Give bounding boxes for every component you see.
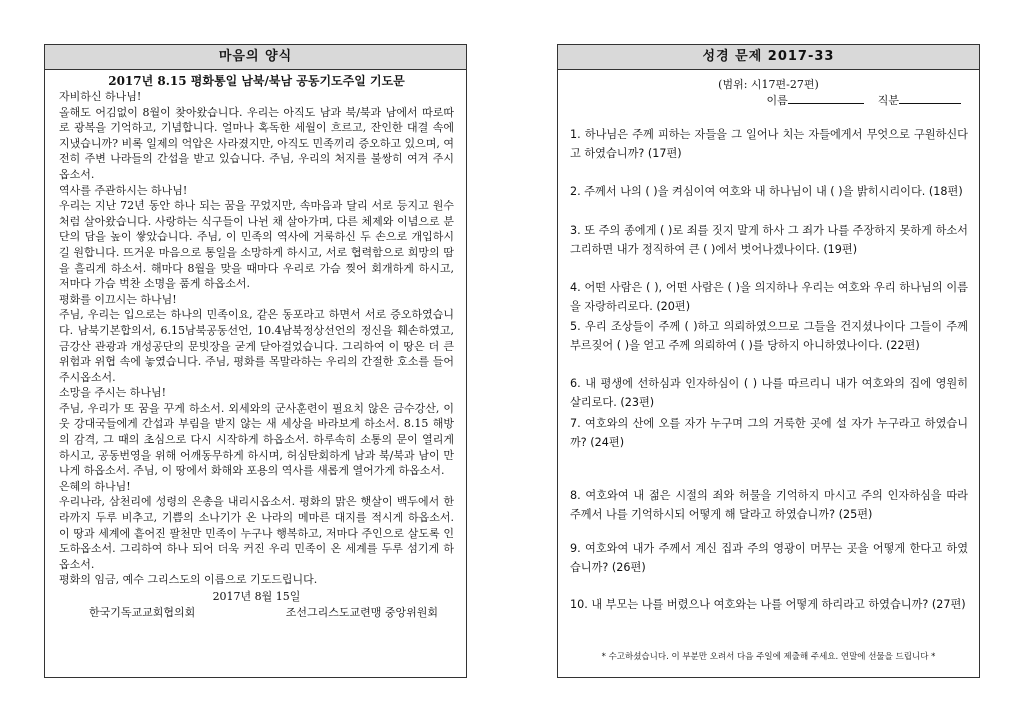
organization-kcf: 조선그리스도교련맹 중앙위원회: [285, 605, 438, 619]
name-field[interactable]: [766, 92, 863, 108]
prayer-paragraph: 역사를 주관하시는 하나님!: [59, 183, 188, 197]
bible-quiz-header: 성경 문제 2017-33: [558, 45, 979, 70]
prayer-body: [45, 70, 466, 620]
quiz-range: (범위: 시17편-27편): [718, 78, 819, 91]
class-blank[interactable]: [899, 92, 961, 104]
name-blank[interactable]: [788, 92, 864, 104]
prayer-paragraph: 평화의 임금, 예수 그리스도의 이름으로 기도드립니다.: [59, 573, 318, 587]
quiz-question: 9. 여호와여 내가 주께서 계신 집과 주의 영광이 머무는 곳을 어떻게 한다고 하였습니까? (26편): [570, 542, 968, 574]
class-label: 직분: [877, 94, 899, 107]
prayer-paragraph: 평화를 이끄시는 하나님!: [59, 292, 177, 306]
prayer-paragraph: 주님, 우리가 또 꿈을 꾸게 하소서. 외세와의 군사훈련이 필요치 않은 금수강산, 이웃 강대국들에게 간섭과 부림을 받지 않는 새 세상을 바라보게 하소서. 8.15 해방의 감격, 그 때의 초심으로 다시 시작하게 하옵소서. 하루속히 소통의 문이 열리게 하시고, 공동번영을 위해 어깨동무하게 하시며, 허심탄회하게 남과 북/북과 남이 만나게 하옵소서. 주님, 이 땅에서 화해와 포용의 역사를 새롭게 열어가게 하옵소서.: [59, 401, 454, 478]
prayer-paragraph: 소망을 주시는 하나님!: [59, 386, 167, 400]
name-label: 이름: [766, 94, 788, 107]
prayer-paragraph: 은혜의 하나님!: [59, 479, 131, 493]
prayer-date: 2017년 8월 15일: [212, 590, 301, 603]
prayer-paragraph: 우리나라, 삼천리에 성령의 은총을 내리시옵소서. 평화의 맑은 햇살이 백두에서 한라까지 두루 비추고, 기쁨의 소나기가 온 나라의 메마른 대지를 적시게 하옵소서. 이 땅과 세계에 흩어진 팔천만 민족이 누구나 행복하고, 저마다 주인으로 살도록 인도하옵소서. 그리하여 하나 되어 더욱 커진 우리 민족이 온 세계를 두루 섬기게 하옵소서.: [59, 495, 454, 571]
prayer-paragraph: 올해도 어김없이 8월이 찾아왔습니다. 우리는 아직도 남과 북/북과 남에서 따로따로 광복을 기억하고, 기념합니다. 얼마나 혹독한 세월이 흐르고, 잔인한 대결 속에 지냈습니까? 비록 일제의 억압은 사라졌지만, 아직도 민족끼리 증오하고 있으며, 여전히 주변 나라들의 간섭을 받고 있습니다. 주님, 우리의 처지를 불쌍히 여겨 주시옵소서.: [59, 105, 455, 181]
quiz-question: 3. 또 주의 종에게 ( )로 죄를 짓지 말게 하사 그 죄가 나를 주장하지 못하게 하소서 그리하면 내가 정직하여 큰 ( )에서 벗어나겠나이다. (19편): [570, 224, 968, 256]
organization-kncc: 한국기독교교회협의회: [89, 605, 196, 619]
prayer-panel: [44, 44, 467, 678]
quiz-question: 8. 여호와여 내 젊은 시절의 죄와 허물을 기억하지 마시고 주의 인자하심을 따라 주께서 나를 기억하시되 어떻게 해 달라고 하였습니까? (25편): [570, 489, 968, 521]
prayer-paragraph: 주님, 우리는 입으로는 하나의 민족이요, 같은 동포라고 하면서 서로 증오하였습니다. 남북기본합의서, 6.15남북공동선언, 10.4남북정상선언의 정신을 훼손하였고, 금강산 관광과 개성공단의 문빗장을 굳게 닫아걸었습니다. 그리하여 이 땅은 더 큰 위험과 위협 속에 놓였습니다. 주님, 평화를 목말라하는 우리의 간절한 호소를 들어주시옵소서.: [59, 308, 454, 384]
quiz-question: 4. 어떤 사람은 ( ), 어떤 사람은 ( )을 의지하나 우리는 여호와 우리 하나님의 이름을 자랑하리로다. (20편): [570, 281, 968, 313]
name-row: [558, 92, 979, 108]
quiz-question: 6. 내 평생에 선하심과 인자하심이 ( ) 나를 따르리니 내가 여호와의 집에 영원히 살리로다. (23편): [570, 377, 968, 409]
quiz-footnote: * 수고하셨습니다. 이 부분만 오려서 다음 주일에 제출해 주세요. 연말에 선물을 드립니다 *: [601, 652, 936, 662]
class-field[interactable]: [878, 92, 961, 108]
quiz-question: 10. 내 부모는 나를 버렸으나 여호와는 나를 어떻게 하리라고 하였습니까? (27편): [570, 598, 966, 611]
bible-quiz-panel: [557, 44, 980, 678]
prayer-paragraph: 자비하신 하나님!: [59, 90, 142, 103]
quiz-question: 7. 여호와의 산에 오를 자가 누구며 그의 거룩한 곳에 설 자가 누구라고 하였습니까? (24편): [570, 417, 968, 449]
prayer-paragraph: 우리는 지난 72년 동안 하나 되는 꿈을 꾸었지만, 속마음과 달리 서로 등지고 원수처럼 살아왔습니다. 사랑하는 식구들이 나뉜 채 살아가며, 다른 체제와 이념으로 분단의 담을 높이 쌓았습니다. 주님, 이 민족의 역사에 거룩하신 두 손으로 개입하시길 원합니다. 뜨거운 마음으로 통일을 소망하게 하시고, 서로 협력함으로 희망의 땀을 흘리게 하소서. 해마다 8월을 맞을 때마다 우리로 가슴 찢어 회개하게 하시고, 저마다 가슴 벅찬 소명을 품게 하옵소서.: [59, 199, 454, 291]
quiz-question: 2. 주께서 나의 ( )을 켜심이여 여호와 내 하나님이 내 ( )을 밝히시리이다. (18편): [570, 185, 963, 198]
prayer-panel-header: 마음의 양식: [45, 45, 466, 70]
prayer-organizations: [59, 605, 454, 621]
quiz-question: 1. 하나님은 주께 피하는 자들을 그 일어나 치는 자들에게서 무엇으로 구원하신다고 하였습니까? (17편): [570, 128, 968, 160]
prayer-title: 2017년 8.15 평화통일 남북/북남 공동기도주일 기도문: [108, 74, 405, 88]
quiz-question: 5. 우리 조상들이 주께 ( )하고 의뢰하였으므로 그들을 건지셨나이다 그들이 주께 부르짖어 ( )을 얻고 주께 의뢰하여 ( )를 당하지 아니하였나이다. (22편): [570, 320, 968, 352]
